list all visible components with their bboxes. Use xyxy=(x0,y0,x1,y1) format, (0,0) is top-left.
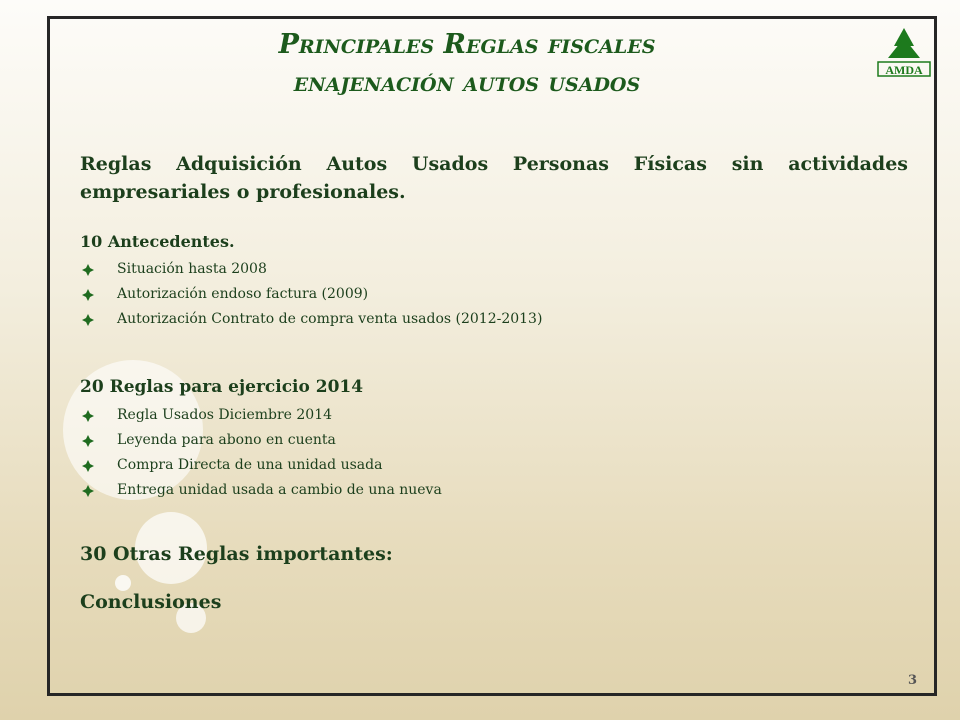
diamond-bullet-icon xyxy=(80,484,96,498)
section-heading-reglas-2014: 20 Reglas para ejercicio 2014 xyxy=(80,377,364,397)
slide-title xyxy=(50,26,884,102)
section-heading-otras-reglas: 30 Otras Reglas importantes: xyxy=(80,543,393,565)
list-item xyxy=(80,403,442,428)
title-line-2: enajenación autos usados xyxy=(293,67,641,98)
diamond-bullet-icon xyxy=(80,288,96,302)
list-item xyxy=(80,257,542,282)
list-item-text: Leyenda para abono en cuenta xyxy=(117,432,336,448)
list-item-text: Autorización Contrato de compra venta usados (2012-2013) xyxy=(117,311,543,327)
section-heading-antecedentes: 10 Antecedentes. xyxy=(80,232,235,251)
svg-text:AMDA: AMDA xyxy=(885,63,923,77)
list-item-text: Entrega unidad usada a cambio de una nueva xyxy=(117,482,442,498)
diamond-bullet-icon xyxy=(80,263,96,277)
list-item xyxy=(80,478,442,503)
list-item xyxy=(80,428,442,453)
list-item xyxy=(80,307,542,332)
list-item-text: Compra Directa de una unidad usada xyxy=(117,457,383,473)
list-item xyxy=(80,453,442,478)
list-item-text: Situación hasta 2008 xyxy=(117,261,267,277)
diamond-bullet-icon xyxy=(80,459,96,473)
section-heading-conclusiones: Conclusiones xyxy=(80,591,222,613)
intro-paragraph: Reglas Adquisición Autos Usados Personas Físicas sin actividades empresariales o profesionales. xyxy=(80,153,908,203)
antecedentes-list xyxy=(80,257,542,332)
diamond-bullet-icon xyxy=(80,434,96,448)
diamond-bullet-icon xyxy=(80,313,96,327)
diamond-bullet-icon xyxy=(80,409,96,423)
reglas-2014-list xyxy=(80,403,442,503)
list-item xyxy=(80,282,542,307)
title-line-1: Principales Reglas fiscales xyxy=(278,29,656,60)
list-item-text: Autorización endoso factura (2009) xyxy=(117,286,369,302)
list-item-text: Regla Usados Diciembre 2014 xyxy=(117,407,333,423)
amda-logo xyxy=(872,24,936,80)
page-number: 3 xyxy=(908,673,918,688)
